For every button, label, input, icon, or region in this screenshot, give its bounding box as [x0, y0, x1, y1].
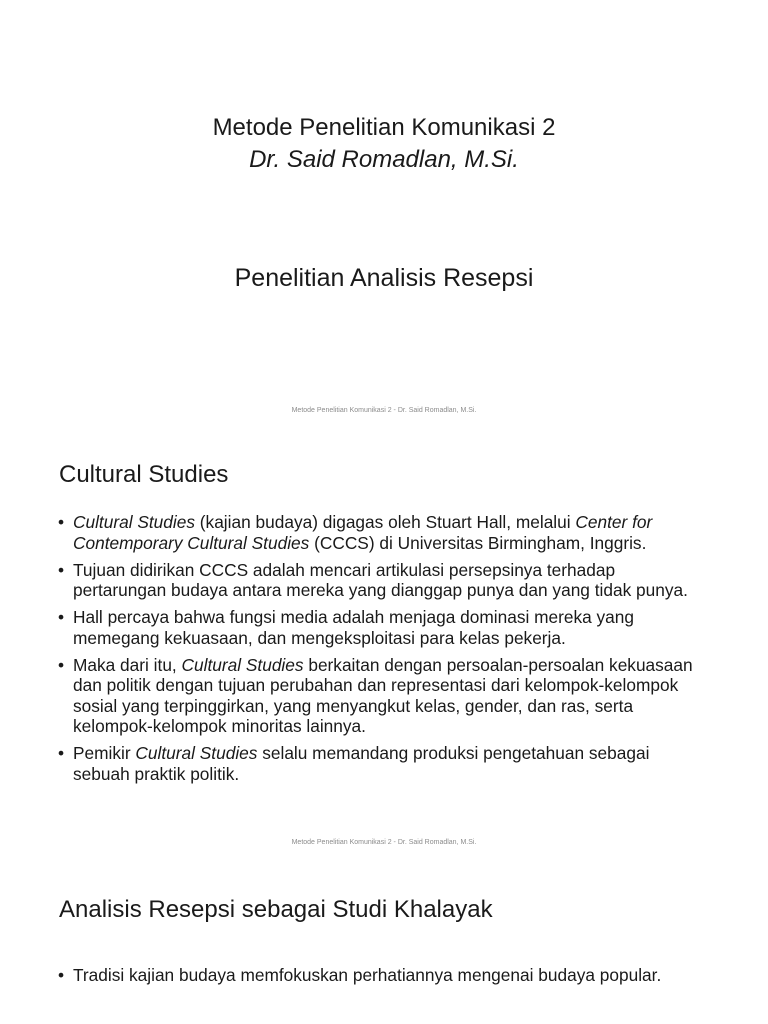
- bullet-text: (kajian budaya) digagas oleh Stuart Hall, melalui: [195, 512, 576, 532]
- bullet-list: [56, 512, 706, 791]
- bullet-text-italic: Cultural Studies: [181, 654, 304, 675]
- bullet-list: [56, 965, 706, 992]
- bullet-text: Pemikir: [73, 743, 136, 763]
- bullet-text: Hall percaya bahwa fungsi media adalah menjaga dominasi mereka yang memegang kekuasaan, dan mengeksploitasi para kelas pekerja.: [73, 607, 635, 648]
- bullet-marker: •: [58, 965, 65, 985]
- slide-subtitle: Penelitian Analisis Resepsi: [234, 264, 534, 292]
- bullet-text-italic: Cultural Studies: [135, 743, 258, 763]
- course-title: Metode Penelitian Komunikasi 2: [212, 114, 556, 141]
- bullet-marker: •: [58, 607, 65, 627]
- slide-footer: Metode Penelitian Komunikasi 2 - Dr. Said Romadlan, M.Si.: [291, 839, 477, 846]
- bullet-text-italic: Center for Contemporary Cultural Studies: [73, 512, 653, 553]
- bullet-marker: •: [58, 559, 65, 580]
- slide-heading: Analisis Resepsi sebagai Studi Khalayak: [59, 896, 493, 923]
- bullet-item: [56, 655, 706, 737]
- bullet-text: Tradisi kajian budaya memfokuskan perhatiannya mengenai budaya popular.: [73, 965, 662, 985]
- bullet-item: [56, 965, 706, 986]
- bullet-item: [56, 607, 706, 648]
- author-name: Dr. Said Romadlan, M.Si.: [249, 146, 519, 173]
- bullet-text: selalu memandang produksi pengetahuan sebagai sebuah praktik politik.: [73, 743, 650, 784]
- bullet-marker: •: [58, 743, 65, 763]
- bullet-text: (CCCS) di Universitas Birmingham, Inggris.: [309, 532, 647, 553]
- bullet-text: berkaitan dengan persoalan-persoalan kekuasaan dan politik dengan tujuan perubahan dan representasi dari kelompok-kelompok sosial yang terpinggirkan, yang menyangkut kelas, gender, dan ras, serta kelompok-kelompok minoritas lainnya.: [73, 654, 693, 736]
- bullet-item: [56, 743, 706, 784]
- slide-footer: Metode Penelitian Komunikasi 2 - Dr. Said Romadlan, M.Si.: [291, 407, 477, 414]
- cultural-studies-slide: [0, 432, 768, 864]
- bullet-text: Maka dari itu,: [73, 654, 182, 675]
- bullet-item: [56, 560, 706, 601]
- title-slide: [0, 0, 768, 432]
- bullet-marker: •: [58, 654, 65, 675]
- bullet-marker: •: [58, 512, 65, 532]
- bullet-text: Tujuan didirikan CCCS adalah mencari artikulasi persepsinya terhadap pertarungan budaya antara mereka yang dianggap punya dan yang tidak punya.: [73, 559, 688, 600]
- bullet-item: [56, 512, 706, 553]
- audience-study-slide: [0, 864, 768, 1024]
- bullet-text-italic: Cultural Studies: [73, 512, 195, 532]
- slide-heading: Cultural Studies: [59, 461, 229, 488]
